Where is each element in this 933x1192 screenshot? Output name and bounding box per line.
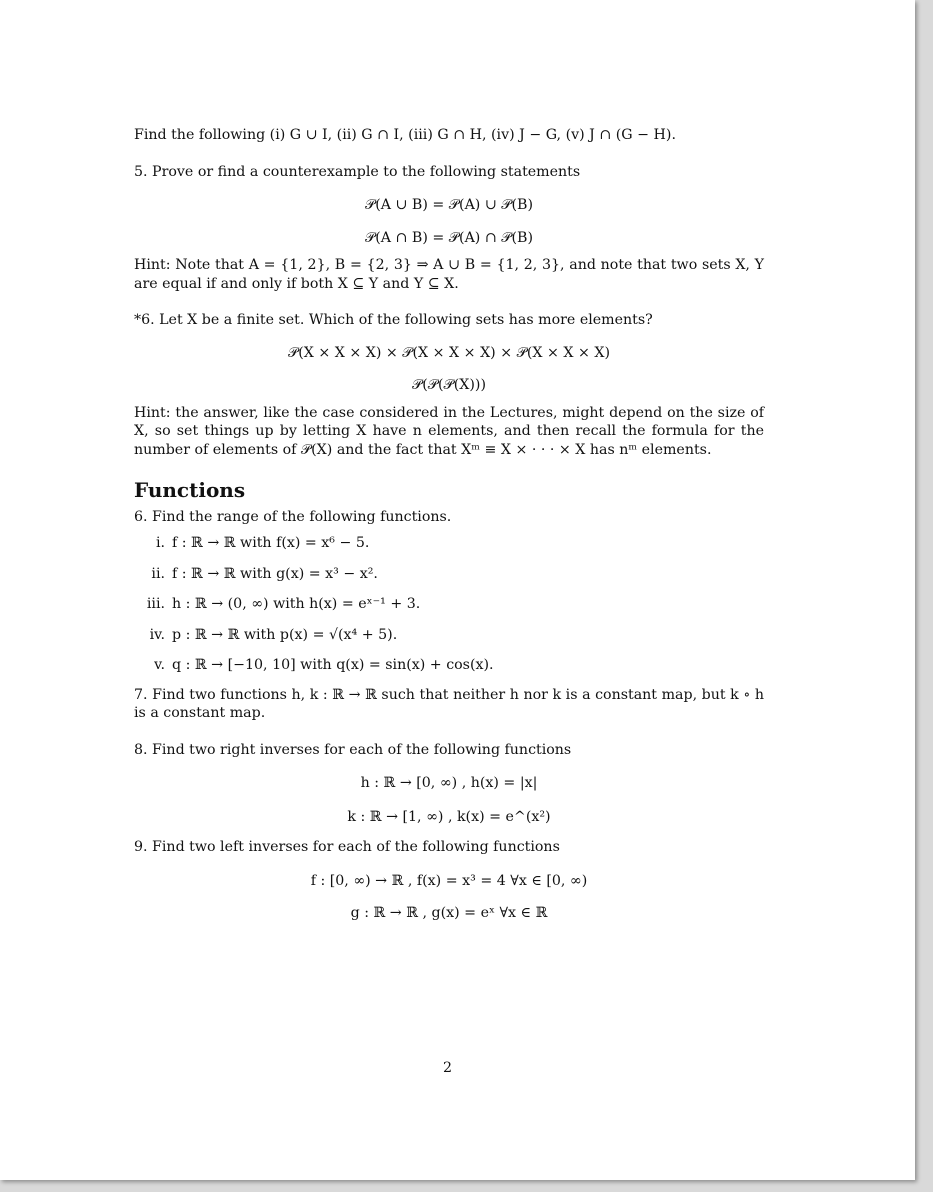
page-number: 2: [442, 1060, 453, 1076]
list-item-text: f : ℝ → ℝ with f(x) = x⁶ − 5.: [172, 535, 370, 551]
list-item-text: p : ℝ → ℝ with p(x) = √(x⁴ + 5).: [172, 626, 398, 643]
question-8-equation-1: h : ℝ → [0, ∞) , h(x) = |x|: [360, 775, 538, 791]
list-item-number: v.: [154, 657, 165, 673]
section-heading-functions: Functions: [134, 478, 246, 502]
question-6-star-prompt: *6. Let X be a finite set. Which of the following sets has more elements?: [134, 312, 653, 328]
page-content: [134, 126, 764, 923]
list-item: [134, 534, 764, 553]
list-item-number: i.: [155, 535, 165, 551]
list-item: [134, 595, 764, 614]
list-item-number: iii.: [146, 596, 165, 612]
question-6-star-hint: Hint: the answer, like the case considered in the Lectures, might depend on the size of X, so set things up by letting X have n elements, and then recall the formula for the number of elements of 𝒫(X) and the fact that Xᵐ ≡ X × · · · × X has nᵐ elements.: [134, 404, 764, 458]
list-item-text: f : ℝ → ℝ with g(x) = x³ − x².: [172, 565, 378, 582]
question-5-equation-1: 𝒫(A ∪ B) = 𝒫(A) ∪ 𝒫(B): [365, 197, 533, 213]
question-6-star-equation-2: 𝒫(𝒫(𝒫(X))): [412, 377, 486, 393]
question-9-equation-1: f : [0, ∞) → ℝ , f(x) = x³ = 4 ∀x ∈ [0, ∞): [310, 872, 588, 889]
exercise-4-tail: Find the following (i) G ∪ I, (ii) G ∩ I, (iii) G ∩ H, (iv) J − G, (v) J ∩ (G − H).: [134, 127, 676, 143]
question-5-hint: Hint: Note that A = {1, 2}, B = {2, 3} ⇒ A ∪ B = {1, 2, 3}, and note that two sets X, Y are equal if and only if both X ⊆ Y and Y ⊆ X.: [134, 257, 764, 292]
list-item: [134, 656, 764, 675]
question-9-prompt: 9. Find two left inverses for each of the following functions: [134, 839, 560, 855]
list-item-number: iv.: [149, 626, 165, 643]
question-7: 7. Find two functions h, k : ℝ → ℝ such that neither h nor k is a constant map, but k ∘ h is a constant map.: [134, 686, 764, 721]
range-function-list: [134, 534, 764, 675]
question-6-prompt: 6. Find the range of the following functions.: [134, 508, 452, 525]
list-item-text: q : ℝ → [−10, 10] with q(x) = sin(x) + cos(x).: [172, 657, 494, 673]
question-9-equation-2: g : ℝ → ℝ , g(x) = eˣ ∀x ∈ ℝ: [350, 905, 548, 921]
question-5-equation-2: 𝒫(A ∩ B) = 𝒫(A) ∩ 𝒫(B): [365, 229, 533, 246]
list-item-text: h : ℝ → (0, ∞) with h(x) = eˣ⁻¹ + 3.: [172, 596, 421, 612]
list-item-number: ii.: [151, 565, 165, 582]
list-item: [134, 626, 764, 645]
list-item: [134, 565, 764, 584]
question-8-prompt: 8. Find two right inverses for each of the following functions: [134, 741, 572, 758]
question-5-prompt: 5. Prove or find a counterexample to the following statements: [134, 163, 581, 180]
question-8-equation-2: k : ℝ → [1, ∞) , k(x) = e^(x²): [347, 808, 551, 825]
question-6-star-equation-1: 𝒫(X × X × X) × 𝒫(X × X × X) × 𝒫(X × X × X): [287, 344, 611, 361]
